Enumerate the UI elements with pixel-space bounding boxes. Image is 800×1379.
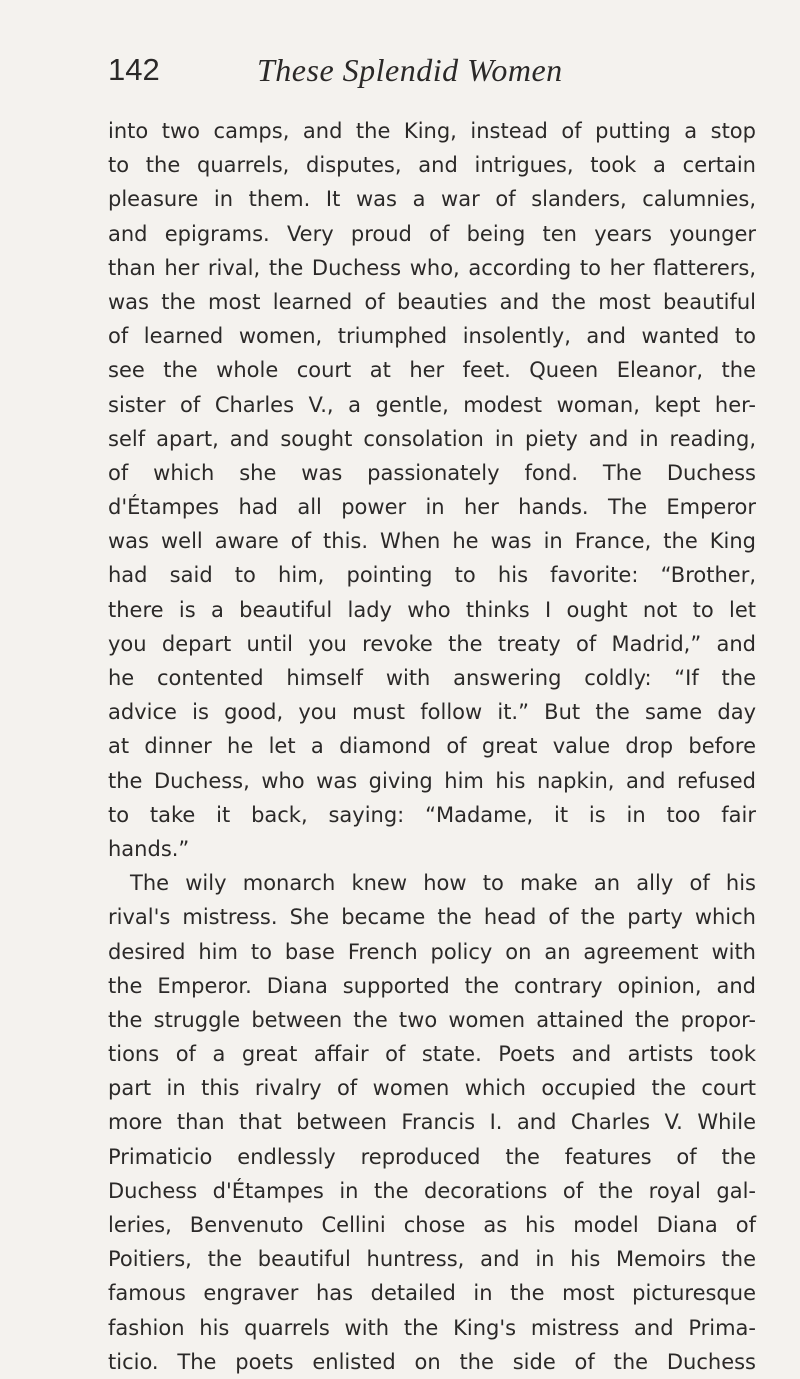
text-line: see the whole court at her feet. Queen Eleanor, the <box>108 358 756 383</box>
text-line: of which she was passionately fond. The Duchess <box>108 460 756 485</box>
text-line: into two camps, and the King, instead of putting a stop <box>108 119 756 143</box>
text-line: to take it back, saying: “Madame, it is in too fair <box>108 802 756 827</box>
text-line: self apart, and sought consolation in piety and in reading, <box>108 426 756 451</box>
text-line: there is a beautiful lady who thinks I ought not to let <box>108 597 756 622</box>
text-line: part in this rivalry of women which occupied the court <box>108 1076 756 1101</box>
text-line: tions of a great affair of state. Poets and artists took <box>108 1042 756 1067</box>
text-line: d'Étampes had all power in her hands. The Emperor <box>108 495 756 520</box>
text-line: was well aware of this. When he was in France, the King <box>108 529 756 554</box>
text-line: was the most learned of beauties and the most beautiful <box>108 289 756 314</box>
paragraph-start-line: The wily monarch knew how to make an ally of his <box>130 871 756 896</box>
text-line: advice is good, you must follow it.” But the same day <box>108 700 756 725</box>
text-line: Primaticio endlessly reproduced the features of the <box>108 1144 756 1169</box>
text-line: fashion his quarrels with the King's mistress and Prima- <box>108 1315 756 1340</box>
text-line: rival's mistress. She became the head of the party which <box>108 905 756 930</box>
text-line: sister of Charles V., a gentle, modest woman, kept her- <box>108 392 756 417</box>
page-header <box>0 52 800 96</box>
text-line: more than that between Francis I. and Charles V. While <box>108 1110 756 1135</box>
running-title: These Splendid Women <box>257 52 563 88</box>
text-line: the Duchess, who was giving him his napkin, and refused <box>108 768 756 793</box>
page-number: 142 <box>108 52 160 87</box>
text-line: famous engraver has detailed in the most picturesque <box>108 1281 756 1306</box>
text-line: ticio. The poets enlisted on the side of the Duchess <box>108 1349 756 1374</box>
text-line: the struggle between the two women attained the propor- <box>108 1007 756 1032</box>
text-line: Duchess d'Étampes in the decorations of the royal gal- <box>108 1178 756 1203</box>
text-line: you depart until you revoke the treaty of Madrid,” and <box>108 631 756 656</box>
text-line: to the quarrels, disputes, and intrigues, took a certain <box>108 153 756 178</box>
text-line: at dinner he let a diamond of great value drop before <box>108 734 756 759</box>
text-line: pleasure in them. It was a war of slanders, calumnies, <box>108 187 756 212</box>
text-line: he contented himself with answering coldly: “If the <box>108 666 756 690</box>
text-line: Poitiers, the beautiful huntress, and in his Memoirs the <box>108 1247 756 1272</box>
text-line: and epigrams. Very proud of being ten years younger <box>108 221 756 246</box>
body-text <box>108 114 756 1379</box>
text-line: of learned women, triumphed insolently, and wanted to <box>108 324 756 349</box>
text-line: the Emperor. Diana supported the contrary opinion, and <box>108 973 756 998</box>
text-line: leries, Benvenuto Cellini chose as his model Diana of <box>108 1213 756 1237</box>
text-line: had said to him, pointing to his favorite: “Brother, <box>108 563 756 588</box>
text-line: desired him to base French policy on an agreement with <box>108 939 756 964</box>
text-line: than her rival, the Duchess who, according to her flatterers, <box>108 255 756 280</box>
paragraph-end-line: hands.” <box>108 836 190 861</box>
